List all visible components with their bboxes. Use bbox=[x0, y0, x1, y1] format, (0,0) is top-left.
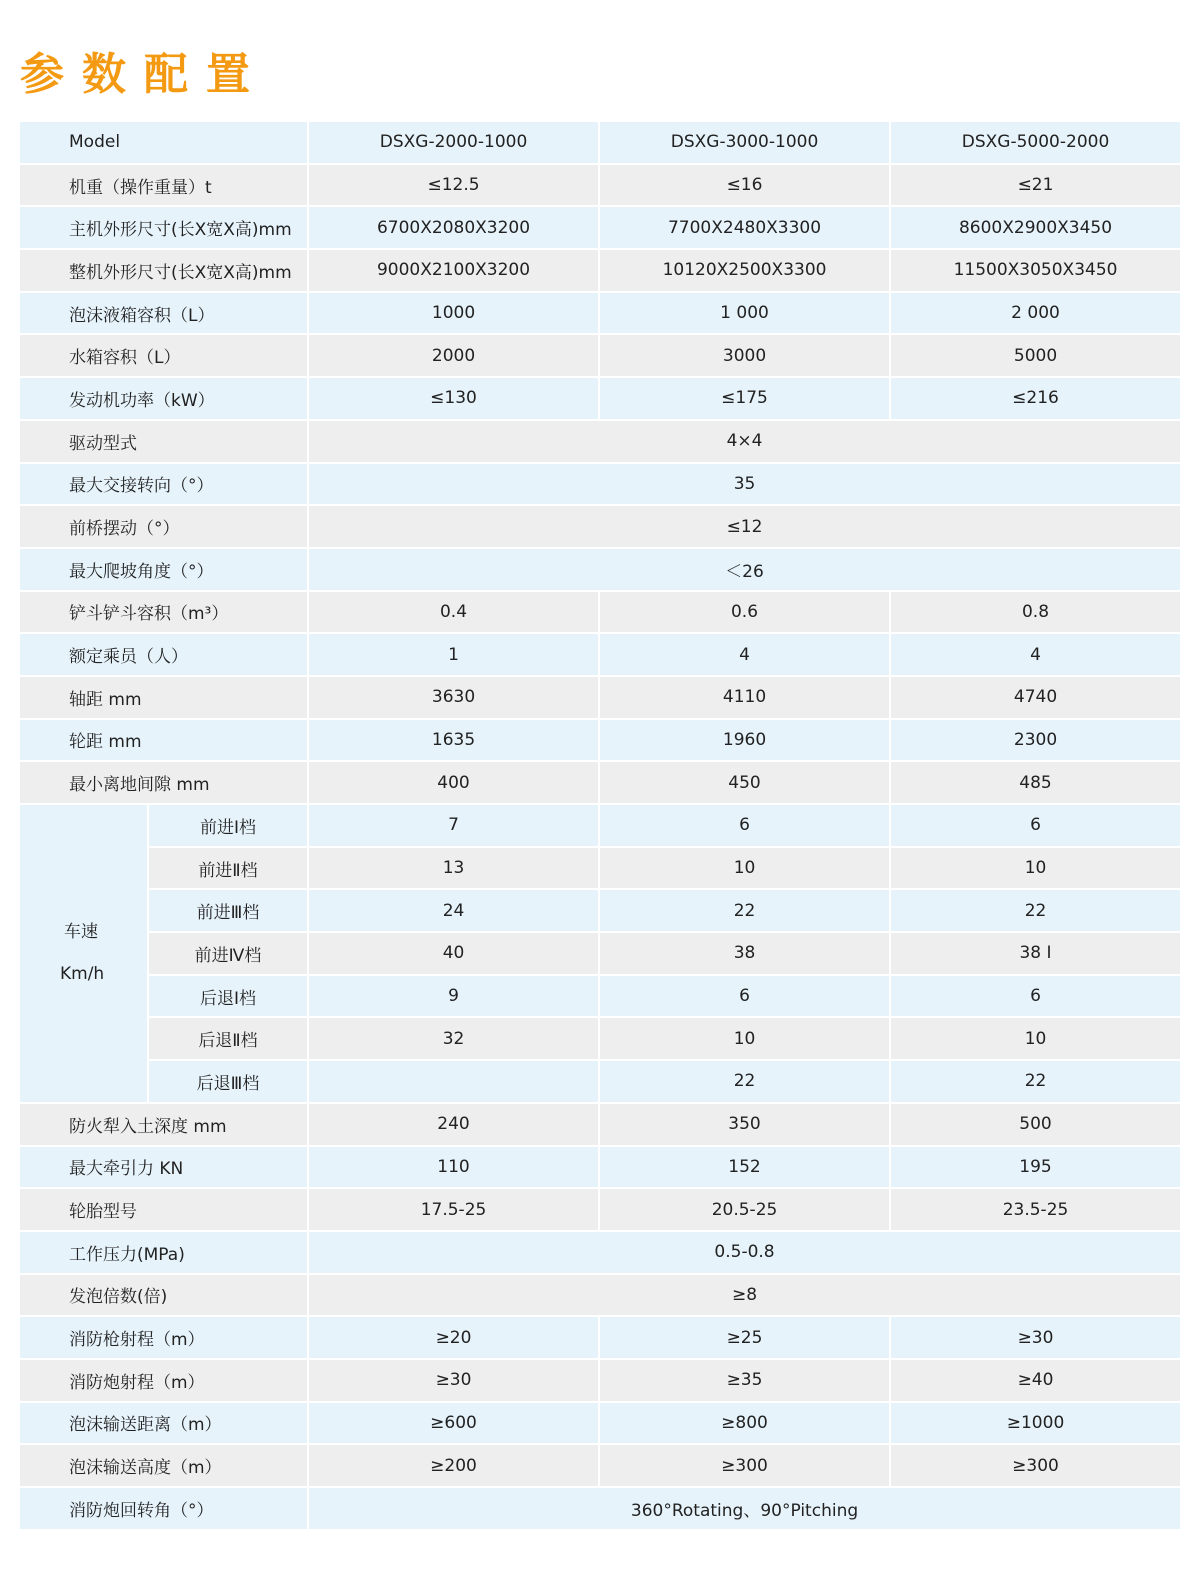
value-cell: 38 I bbox=[890, 932, 1181, 975]
table-row bbox=[19, 334, 1181, 377]
gear-label: 后退Ⅰ档 bbox=[148, 975, 308, 1018]
value-cell: 350 bbox=[599, 1103, 890, 1146]
speed-unit: Km/h bbox=[60, 964, 105, 985]
gear-label: 后退Ⅱ档 bbox=[148, 1017, 308, 1060]
table-row bbox=[19, 719, 1181, 762]
row-label: 泡沫输送距离（m） bbox=[19, 1402, 308, 1445]
table-row bbox=[19, 505, 1181, 548]
row-label: 工作压力(MPa) bbox=[19, 1231, 308, 1274]
row-label: 发泡倍数(倍) bbox=[19, 1274, 308, 1317]
row-label: 最大交接转向（°） bbox=[19, 463, 308, 506]
page-title: 参数配置 bbox=[20, 49, 268, 100]
value-cell: ≥25 bbox=[599, 1316, 890, 1359]
value-cell: 152 bbox=[599, 1146, 890, 1189]
value-cell: 4740 bbox=[890, 676, 1181, 719]
row-label: 前桥摆动（°） bbox=[19, 505, 308, 548]
gear-label: 前进Ⅲ档 bbox=[148, 889, 308, 932]
value-cell: 500 bbox=[890, 1103, 1181, 1146]
value-cell: ≥1000 bbox=[890, 1402, 1181, 1445]
value-cell: 13 bbox=[308, 847, 599, 890]
value-cell: 360°Rotating、90°Pitching bbox=[308, 1487, 1181, 1530]
value-cell: 485 bbox=[890, 761, 1181, 804]
table-row bbox=[19, 1017, 1181, 1060]
value-cell: 2000 bbox=[308, 334, 599, 377]
value-cell: 1 000 bbox=[599, 292, 890, 335]
table-row bbox=[19, 1274, 1181, 1317]
value-cell: ≤21 bbox=[890, 164, 1181, 207]
table-row bbox=[19, 975, 1181, 1018]
table-row bbox=[19, 761, 1181, 804]
table-row bbox=[19, 1103, 1181, 1146]
value-cell: 0.6 bbox=[599, 591, 890, 634]
row-label: 消防炮回转角（°） bbox=[19, 1487, 308, 1530]
table-row bbox=[19, 121, 1181, 164]
table-row bbox=[19, 206, 1181, 249]
table-row bbox=[19, 1188, 1181, 1231]
value-cell: 0.8 bbox=[890, 591, 1181, 634]
value-cell: 1960 bbox=[599, 719, 890, 762]
value-cell: ≤16 bbox=[599, 164, 890, 207]
value-cell: 4×4 bbox=[308, 420, 1181, 463]
value-cell: 3000 bbox=[599, 334, 890, 377]
value-cell: ≥40 bbox=[890, 1359, 1181, 1402]
table-row bbox=[19, 377, 1181, 420]
value-cell: 6700X2080X3200 bbox=[308, 206, 599, 249]
value-cell bbox=[308, 1060, 599, 1103]
row-label: 消防枪射程（m） bbox=[19, 1316, 308, 1359]
table-row bbox=[19, 804, 1181, 847]
value-cell: 22 bbox=[599, 1060, 890, 1103]
row-label: 泡沫输送高度（m） bbox=[19, 1444, 308, 1487]
value-cell: 400 bbox=[308, 761, 599, 804]
value-cell: 1 bbox=[308, 633, 599, 676]
value-cell: 10 bbox=[890, 1017, 1181, 1060]
table-row bbox=[19, 932, 1181, 975]
value-cell: 8600X2900X3450 bbox=[890, 206, 1181, 249]
row-label: 防火犁入土深度 mm bbox=[19, 1103, 308, 1146]
value-cell: 1000 bbox=[308, 292, 599, 335]
value-cell: 450 bbox=[599, 761, 890, 804]
spec-table bbox=[18, 120, 1182, 1531]
row-label: 消防炮射程（m） bbox=[19, 1359, 308, 1402]
value-cell: 0.4 bbox=[308, 591, 599, 634]
row-label: 最大爬坡角度（°） bbox=[19, 548, 308, 591]
table-row bbox=[19, 591, 1181, 634]
value-cell: 4110 bbox=[599, 676, 890, 719]
table-row bbox=[19, 1146, 1181, 1189]
row-label: 最小离地间隙 mm bbox=[19, 761, 308, 804]
value-cell: 10120X2500X3300 bbox=[599, 249, 890, 292]
row-label: 最大牵引力 KN bbox=[19, 1146, 308, 1189]
row-label: 轮胎型号 bbox=[19, 1188, 308, 1231]
value-cell: 0.5-0.8 bbox=[308, 1231, 1181, 1274]
table-row bbox=[19, 1231, 1181, 1274]
value-cell: 2 000 bbox=[890, 292, 1181, 335]
value-cell: 10 bbox=[890, 847, 1181, 890]
gear-label: 前进Ⅳ档 bbox=[148, 932, 308, 975]
gear-label: 前进Ⅱ档 bbox=[148, 847, 308, 890]
table-row bbox=[19, 633, 1181, 676]
value-cell: 240 bbox=[308, 1103, 599, 1146]
row-label: 主机外形尺寸(长X宽X高)mm bbox=[19, 206, 308, 249]
table-row bbox=[19, 847, 1181, 890]
gear-label: 后退Ⅲ档 bbox=[148, 1060, 308, 1103]
value-cell: 10 bbox=[599, 847, 890, 890]
table-row bbox=[19, 1444, 1181, 1487]
speed-group-label bbox=[19, 804, 148, 1103]
table-row bbox=[19, 292, 1181, 335]
value-cell: ≥20 bbox=[308, 1316, 599, 1359]
table-row bbox=[19, 548, 1181, 591]
value-cell: ≥800 bbox=[599, 1402, 890, 1445]
speed-label: 车速 bbox=[64, 922, 98, 943]
row-label: 轮距 mm bbox=[19, 719, 308, 762]
value-cell: 20.5-25 bbox=[599, 1188, 890, 1231]
value-cell: 22 bbox=[599, 889, 890, 932]
value-cell: 9 bbox=[308, 975, 599, 1018]
table-row bbox=[19, 1316, 1181, 1359]
gear-label: 前进Ⅰ档 bbox=[148, 804, 308, 847]
value-cell: ≤216 bbox=[890, 377, 1181, 420]
value-cell: 6 bbox=[890, 975, 1181, 1018]
row-label: 额定乘员（人） bbox=[19, 633, 308, 676]
row-label: 机重（操作重量）t bbox=[19, 164, 308, 207]
value-cell: 7 bbox=[308, 804, 599, 847]
table-row bbox=[19, 249, 1181, 292]
model-header: DSXG-5000-2000 bbox=[890, 121, 1181, 164]
value-cell: 10 bbox=[599, 1017, 890, 1060]
row-label: 轴距 mm bbox=[19, 676, 308, 719]
row-label: 整机外形尺寸(长X宽X高)mm bbox=[19, 249, 308, 292]
value-cell: ≥30 bbox=[308, 1359, 599, 1402]
table-row bbox=[19, 1487, 1181, 1530]
value-cell: 32 bbox=[308, 1017, 599, 1060]
table-row bbox=[19, 164, 1181, 207]
table-row bbox=[19, 420, 1181, 463]
value-cell: 22 bbox=[890, 889, 1181, 932]
value-cell: 4 bbox=[599, 633, 890, 676]
value-cell: ≥30 bbox=[890, 1316, 1181, 1359]
value-cell: ≤12.5 bbox=[308, 164, 599, 207]
value-cell: ≥200 bbox=[308, 1444, 599, 1487]
value-cell: 38 bbox=[599, 932, 890, 975]
value-cell: ≤130 bbox=[308, 377, 599, 420]
row-label: Model bbox=[19, 121, 308, 164]
table-row bbox=[19, 889, 1181, 932]
value-cell: 110 bbox=[308, 1146, 599, 1189]
value-cell: ≥8 bbox=[308, 1274, 1181, 1317]
table-row bbox=[19, 1359, 1181, 1402]
value-cell: ≤12 bbox=[308, 505, 1181, 548]
value-cell: ＜26 bbox=[308, 548, 1181, 591]
value-cell: ≥300 bbox=[890, 1444, 1181, 1487]
value-cell: ≥35 bbox=[599, 1359, 890, 1402]
value-cell: 195 bbox=[890, 1146, 1181, 1189]
value-cell: 11500X3050X3450 bbox=[890, 249, 1181, 292]
value-cell: 7700X2480X3300 bbox=[599, 206, 890, 249]
value-cell: 2300 bbox=[890, 719, 1181, 762]
value-cell: 35 bbox=[308, 463, 1181, 506]
row-label: 水箱容积（L） bbox=[19, 334, 308, 377]
value-cell: 6 bbox=[599, 975, 890, 1018]
model-header: DSXG-3000-1000 bbox=[599, 121, 890, 164]
value-cell: ≥600 bbox=[308, 1402, 599, 1445]
table-row bbox=[19, 1402, 1181, 1445]
value-cell: 4 bbox=[890, 633, 1181, 676]
table-row bbox=[19, 676, 1181, 719]
value-cell: 6 bbox=[890, 804, 1181, 847]
value-cell: 1635 bbox=[308, 719, 599, 762]
model-header: DSXG-2000-1000 bbox=[308, 121, 599, 164]
row-label: 发动机功率（kW） bbox=[19, 377, 308, 420]
row-label: 铲斗铲斗容积（m³） bbox=[19, 591, 308, 634]
value-cell: ≥300 bbox=[599, 1444, 890, 1487]
value-cell: 6 bbox=[599, 804, 890, 847]
value-cell: 3630 bbox=[308, 676, 599, 719]
value-cell: 17.5-25 bbox=[308, 1188, 599, 1231]
value-cell: 40 bbox=[308, 932, 599, 975]
value-cell: 5000 bbox=[890, 334, 1181, 377]
row-label: 驱动型式 bbox=[19, 420, 308, 463]
value-cell: 24 bbox=[308, 889, 599, 932]
table-row bbox=[19, 463, 1181, 506]
table-row bbox=[19, 1060, 1181, 1103]
value-cell: 22 bbox=[890, 1060, 1181, 1103]
row-label: 泡沫液箱容积（L） bbox=[19, 292, 308, 335]
value-cell: ≤175 bbox=[599, 377, 890, 420]
value-cell: 9000X2100X3200 bbox=[308, 249, 599, 292]
value-cell: 23.5-25 bbox=[890, 1188, 1181, 1231]
